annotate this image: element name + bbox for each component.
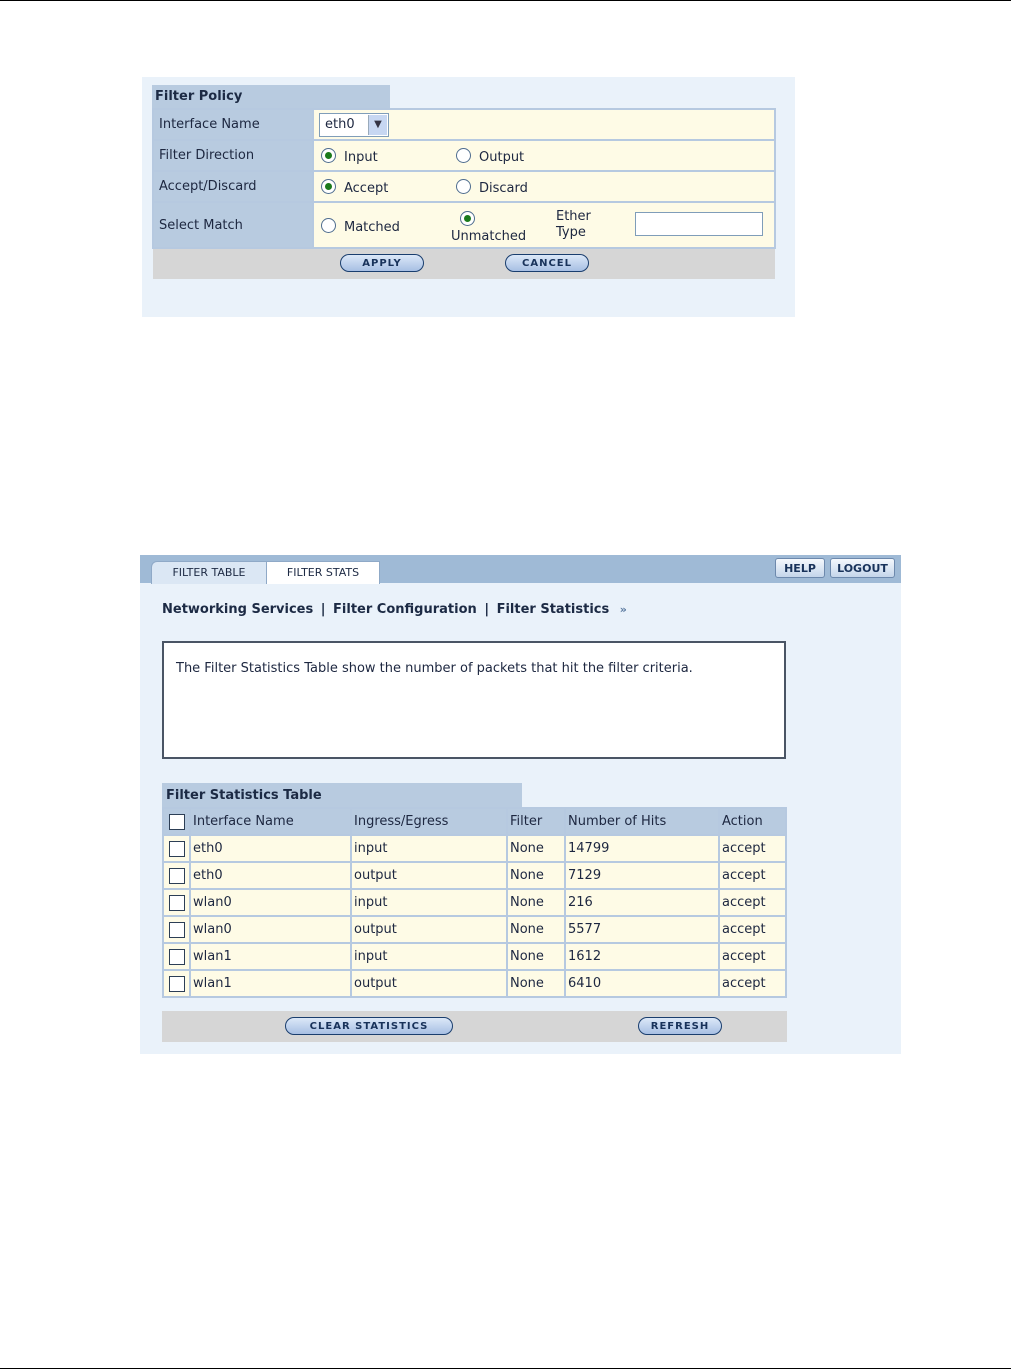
radio-matched-circle[interactable]	[321, 218, 336, 233]
cancel-button[interactable]: CANCEL	[505, 254, 589, 272]
cell-action: accept	[719, 889, 786, 916]
row-checkbox[interactable]	[169, 976, 185, 992]
radio-output-circle[interactable]	[456, 148, 471, 163]
table-header-row	[163, 808, 786, 835]
filter-direction-label: Filter Direction	[153, 140, 313, 171]
breadcrumb-separator: |	[320, 602, 326, 617]
table-row	[163, 943, 786, 970]
cell-direction: input	[351, 889, 507, 916]
breadcrumb-filter-statistics: Filter Statistics	[496, 602, 610, 617]
cell-direction: output	[351, 916, 507, 943]
radio-discard[interactable]: Discard	[456, 179, 528, 196]
cell-direction: output	[351, 970, 507, 997]
filter-policy-title: Filter Policy	[152, 85, 390, 109]
col-number-of-hits: Number of Hits	[565, 808, 719, 835]
logout-button[interactable]: LOGOUT	[830, 558, 895, 578]
filter-policy-form	[152, 108, 776, 279]
radio-accept-circle[interactable]	[321, 179, 336, 194]
cell-hits: 1612	[565, 943, 719, 970]
cell-interface: wlan1	[190, 970, 351, 997]
interface-name-value: eth0	[325, 116, 355, 132]
cell-filter: None	[507, 943, 565, 970]
cell-filter: None	[507, 835, 565, 862]
cell-action: accept	[719, 835, 786, 862]
bottom-rule	[0, 1368, 1011, 1369]
select-all-checkbox[interactable]	[169, 814, 185, 830]
breadcrumb	[162, 602, 627, 617]
cell-direction: input	[351, 943, 507, 970]
cell-action: accept	[719, 916, 786, 943]
filter-policy-panel	[142, 77, 795, 317]
radio-input-circle[interactable]	[321, 148, 336, 163]
chevron-down-icon[interactable]: ▼	[368, 115, 387, 135]
row-checkbox[interactable]	[169, 949, 185, 965]
chevron-right-double-icon: »	[619, 603, 627, 616]
col-interface-name: Interface Name	[190, 808, 351, 835]
radio-input[interactable]: Input	[321, 148, 378, 165]
cell-hits: 7129	[565, 862, 719, 889]
table-row	[163, 889, 786, 916]
radio-matched[interactable]: Matched	[321, 218, 400, 235]
radio-discard-circle[interactable]	[456, 179, 471, 194]
cell-interface: wlan0	[190, 916, 351, 943]
table-row	[163, 835, 786, 862]
breadcrumb-separator: |	[484, 602, 490, 617]
ether-type-input[interactable]	[635, 212, 763, 236]
col-action: Action	[719, 808, 786, 835]
cell-filter: None	[507, 916, 565, 943]
filter-stats-panel	[140, 555, 901, 1054]
row-checkbox[interactable]	[169, 841, 185, 857]
ether-type-label-line2: Type	[556, 225, 586, 240]
cell-filter: None	[507, 970, 565, 997]
ether-type-label-line1: Ether	[556, 209, 591, 224]
cell-direction: output	[351, 862, 507, 889]
cell-action: accept	[719, 943, 786, 970]
radio-unmatched-label: Unmatched	[451, 229, 527, 244]
cell-interface: eth0	[190, 862, 351, 889]
row-checkbox[interactable]	[169, 895, 185, 911]
select-match-label: Select Match	[153, 202, 313, 248]
col-ingress-egress: Ingress/Egress	[351, 808, 507, 835]
table-row	[163, 916, 786, 943]
filter-statistics-table	[162, 807, 787, 998]
row-checkbox[interactable]	[169, 868, 185, 884]
refresh-button[interactable]: REFRESH	[638, 1017, 722, 1035]
cell-action: accept	[719, 862, 786, 889]
col-filter: Filter	[507, 808, 565, 835]
apply-button[interactable]: APPLY	[340, 254, 424, 272]
clear-statistics-button[interactable]: CLEAR STATISTICS	[285, 1017, 453, 1035]
cell-filter: None	[507, 862, 565, 889]
tab-filter-stats[interactable]: FILTER STATS	[266, 561, 380, 584]
row-checkbox[interactable]	[169, 922, 185, 938]
table-row	[163, 862, 786, 889]
cell-action: accept	[719, 970, 786, 997]
cell-filter: None	[507, 889, 565, 916]
cell-interface: eth0	[190, 835, 351, 862]
help-button[interactable]: HELP	[775, 558, 825, 578]
tab-bar	[140, 555, 901, 583]
top-rule	[0, 0, 1011, 1]
cell-hits: 6410	[565, 970, 719, 997]
cell-hits: 216	[565, 889, 719, 916]
cell-direction: input	[351, 835, 507, 862]
cell-interface: wlan0	[190, 889, 351, 916]
accept-discard-label: Accept/Discard	[153, 171, 313, 202]
radio-output[interactable]: Output	[456, 148, 524, 165]
radio-unmatched[interactable]	[460, 211, 475, 226]
cell-hits: 14799	[565, 835, 719, 862]
stats-table-footer	[162, 1011, 787, 1042]
stats-table-title: Filter Statistics Table	[162, 783, 522, 807]
breadcrumb-networking-services[interactable]: Networking Services	[162, 602, 314, 617]
tab-filter-table[interactable]: FILTER TABLE	[151, 561, 267, 584]
breadcrumb-filter-configuration[interactable]: Filter Configuration	[333, 602, 477, 617]
description-box: The Filter Statistics Table show the number of packets that hit the filter criteria.	[162, 641, 786, 759]
cell-hits: 5577	[565, 916, 719, 943]
cell-interface: wlan1	[190, 943, 351, 970]
table-row	[163, 970, 786, 997]
interface-name-select[interactable]	[319, 113, 389, 137]
interface-name-label: Interface Name	[153, 109, 313, 140]
radio-accept[interactable]: Accept	[321, 179, 388, 196]
